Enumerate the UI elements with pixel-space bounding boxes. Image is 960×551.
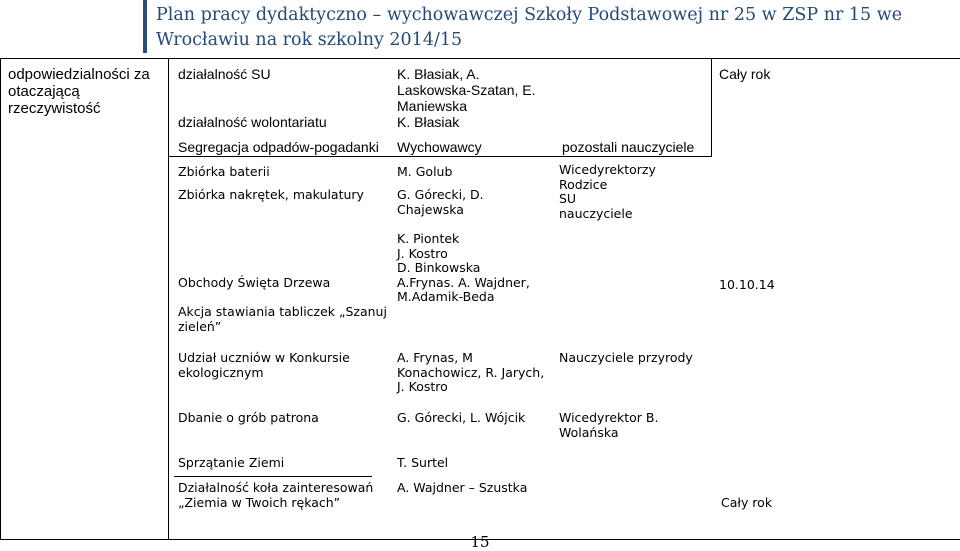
activity-signs-line-2: zieleń” <box>178 319 222 334</box>
activity-caps-paper-collection: Zbiórka nakrętek, makulatury <box>178 187 364 202</box>
people-tree-day-line-1: K. Piontek <box>397 231 460 246</box>
people-volunteering: K. Błasiak <box>397 114 460 130</box>
header-accent-bar <box>143 0 147 53</box>
activity-signs-line-1: Akcja stawiania tabliczek „Szanuj <box>178 304 387 319</box>
people-tree-day-line-4: A.Frynas. A. Wajdner, <box>397 275 530 290</box>
activity-contest-line-2: ekologicznym <box>178 365 264 380</box>
people-battery-collection: M. Golub <box>397 164 453 179</box>
activity-volunteering: działalność wolontariatu <box>178 114 327 130</box>
column-divider-2 <box>711 58 712 156</box>
people-patron-grave: G. Górecki, L. Wójcik <box>397 410 526 425</box>
activity-earth-cleanup: Sprzątanie Ziemi <box>178 455 285 470</box>
date-club: Cały rok <box>721 495 773 510</box>
people-caps-line-1: G. Górecki, D. <box>397 187 484 202</box>
people-tree-day-line-3: D. Binkowska <box>397 260 481 275</box>
people-contest-line-1: A. Frynas, M <box>397 350 473 365</box>
activity-club-line-2: „Ziemia w Twoich rękach” <box>178 495 341 510</box>
left-cell-line-2: otaczającą <box>8 83 80 100</box>
partners-patron-grave-line-2: Wolańska <box>559 425 619 440</box>
page-header <box>0 0 960 53</box>
partners-line-4: nauczyciele <box>559 206 633 221</box>
partners-patron-grave-line-1: Wicedyrektor B. <box>559 410 659 425</box>
people-tree-day-line-2: J. Kostro <box>397 246 448 261</box>
partners-line-2: Rodzice <box>559 177 608 192</box>
partners-line-3: SU <box>559 191 577 206</box>
table-border-left <box>0 58 1 540</box>
table-border-top <box>0 58 960 59</box>
activity-tree-day: Obchody Święta Drzewa <box>178 275 331 290</box>
people-caps-line-2: Chajewska <box>397 202 464 217</box>
column-divider-1 <box>168 58 169 540</box>
people-contest-line-3: J. Kostro <box>397 379 448 394</box>
people-contest-line-2: Konachowicz, R. Jarych, <box>397 365 545 380</box>
partners-line-1: Wicedyrektorzy <box>559 162 656 177</box>
page-title: Plan pracy dydaktyczno – wychowawczej Szkoły Podstawowej nr 25 w ZSP nr 15 we Wrocławiu na rok szkolny 2014/15 <box>156 5 903 50</box>
partners-contest: Nauczyciele przyrody <box>559 350 693 365</box>
activity-contest-line-1: Udział uczniów w Konkursie <box>178 350 350 365</box>
people-su-line-2: Laskowska-Szatan, E. <box>397 82 536 98</box>
people-earth-cleanup: T. Surtel <box>397 455 449 470</box>
date-su: Cały rok <box>719 66 771 82</box>
activity-club-line-1: Działalność koła zainteresowań <box>178 480 374 495</box>
people-waste-sorting: Wychowawcy <box>397 139 482 155</box>
people-su-line-3: Maniewska <box>397 98 468 114</box>
activity-battery-collection: Zbiórka baterii <box>178 164 270 179</box>
left-cell-line-3: rzeczywistość <box>8 100 101 117</box>
page-number: 15 <box>470 533 490 551</box>
partners-waste-sorting: pozostali nauczyciele <box>562 139 695 155</box>
activity-su: działalność SU <box>178 66 271 82</box>
date-tree-day: 10.10.14 <box>719 277 775 292</box>
row-divider <box>168 156 712 157</box>
people-club: A. Wajdner – Szustka <box>397 480 528 495</box>
people-su-line-1: K. Błasiak, A. <box>397 66 480 82</box>
left-cell-line-1: odpowiedzialności za <box>8 66 150 83</box>
activity-waste-sorting: Segregacja odpadów-pogadanki <box>178 139 379 155</box>
activity-patron-grave: Dbanie o grób patrona <box>178 410 319 425</box>
people-tree-day-line-5: M.Adamik-Beda <box>397 289 495 304</box>
row-separator-short <box>174 476 372 477</box>
